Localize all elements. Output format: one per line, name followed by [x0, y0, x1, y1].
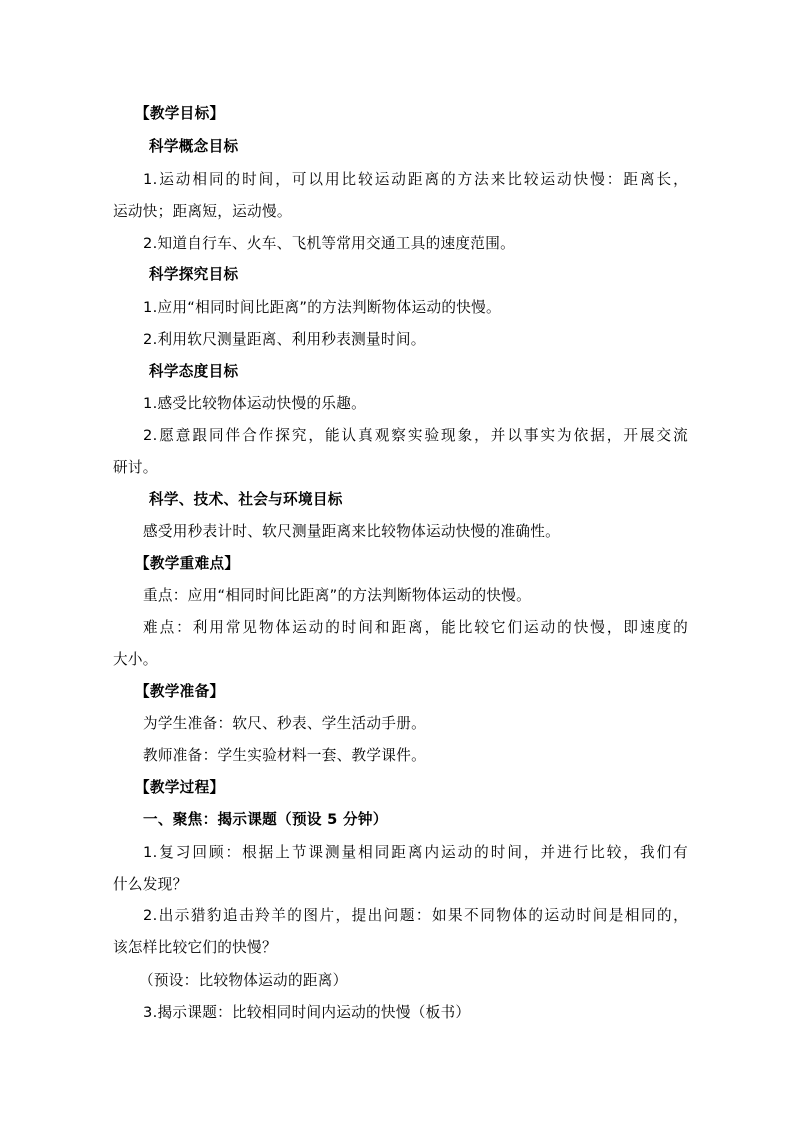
step1-item-3: 3.揭示课题：比较相同时间内运动的快慢（板书）: [143, 1004, 471, 1021]
keypoints-heading: 【教学重难点】: [135, 555, 240, 572]
attitude-1: 1.感受比较物体运动快慢的乐趣。: [143, 395, 367, 412]
difficult-point-line-2: 大小。: [113, 651, 158, 668]
inquiry-1: 1.应用“相同时间比距离”的方法判断物体运动的快慢。: [143, 299, 501, 316]
step1-item-2-line-2: 该怎样比较它们的快慢？: [113, 939, 277, 956]
concept-2: 2.知道自行车、火车、飞机等常用交通工具的速度范围。: [143, 235, 515, 252]
goals-heading: 【教学目标】: [135, 105, 225, 122]
difficult-point-line-1: 难点：利用常见物体运动的时间和距离，能比较它们运动的快慢，即速度的: [143, 619, 688, 636]
inquiry-2: 2.利用软尺测量距离、利用秒表测量时间。: [143, 331, 426, 348]
attitude-2-line-1: 2.愿意跟同伴合作探究，能认真观察实验现象，并以事实为依据，开展交流: [143, 427, 688, 444]
step1-item-1-line-2: 什么发现？: [113, 876, 188, 893]
key-point: 重点：应用“相同时间比距离”的方法判断物体运动的快慢。: [143, 587, 532, 604]
concept-1-line-1: 1.运动相同的时间，可以用比较运动距离的方法来比较运动快慢：距离长，: [143, 171, 688, 188]
step1-item-2-line-1: 2.出示猎豹追击羚羊的图片，提出问题：如果不同物体的运动时间是相同的，: [143, 907, 688, 924]
prep-students: 为学生准备：软尺、秒表、学生活动手册。: [143, 715, 426, 732]
step1-preset: （预设：比较物体运动的距离）: [139, 972, 348, 989]
stse-heading: 科学、技术、社会与环境目标: [149, 491, 343, 508]
inquiry-heading: 科学探究目标: [149, 266, 239, 283]
process-heading: 【教学过程】: [135, 779, 225, 796]
prep-heading: 【教学准备】: [135, 683, 225, 700]
attitude-2-line-2: 研讨。: [113, 459, 158, 476]
prep-teacher: 教师准备：学生实验材料一套、教学课件。: [143, 747, 426, 764]
concept-heading: 科学概念目标: [149, 138, 239, 155]
attitude-heading: 科学态度目标: [149, 363, 239, 380]
step1-heading: 一、聚焦：揭示课题（预设 5 分钟）: [143, 811, 388, 828]
concept-1-line-2: 运动快；距离短，运动慢。: [113, 203, 292, 220]
step1-item-1-line-1: 1.复习回顾：根据上节课测量相同距离内运动的时间，并进行比较，我们有: [143, 844, 688, 861]
stse-1: 感受用秒表计时、软尺测量距离来比较物体运动快慢的准确性。: [143, 523, 561, 540]
